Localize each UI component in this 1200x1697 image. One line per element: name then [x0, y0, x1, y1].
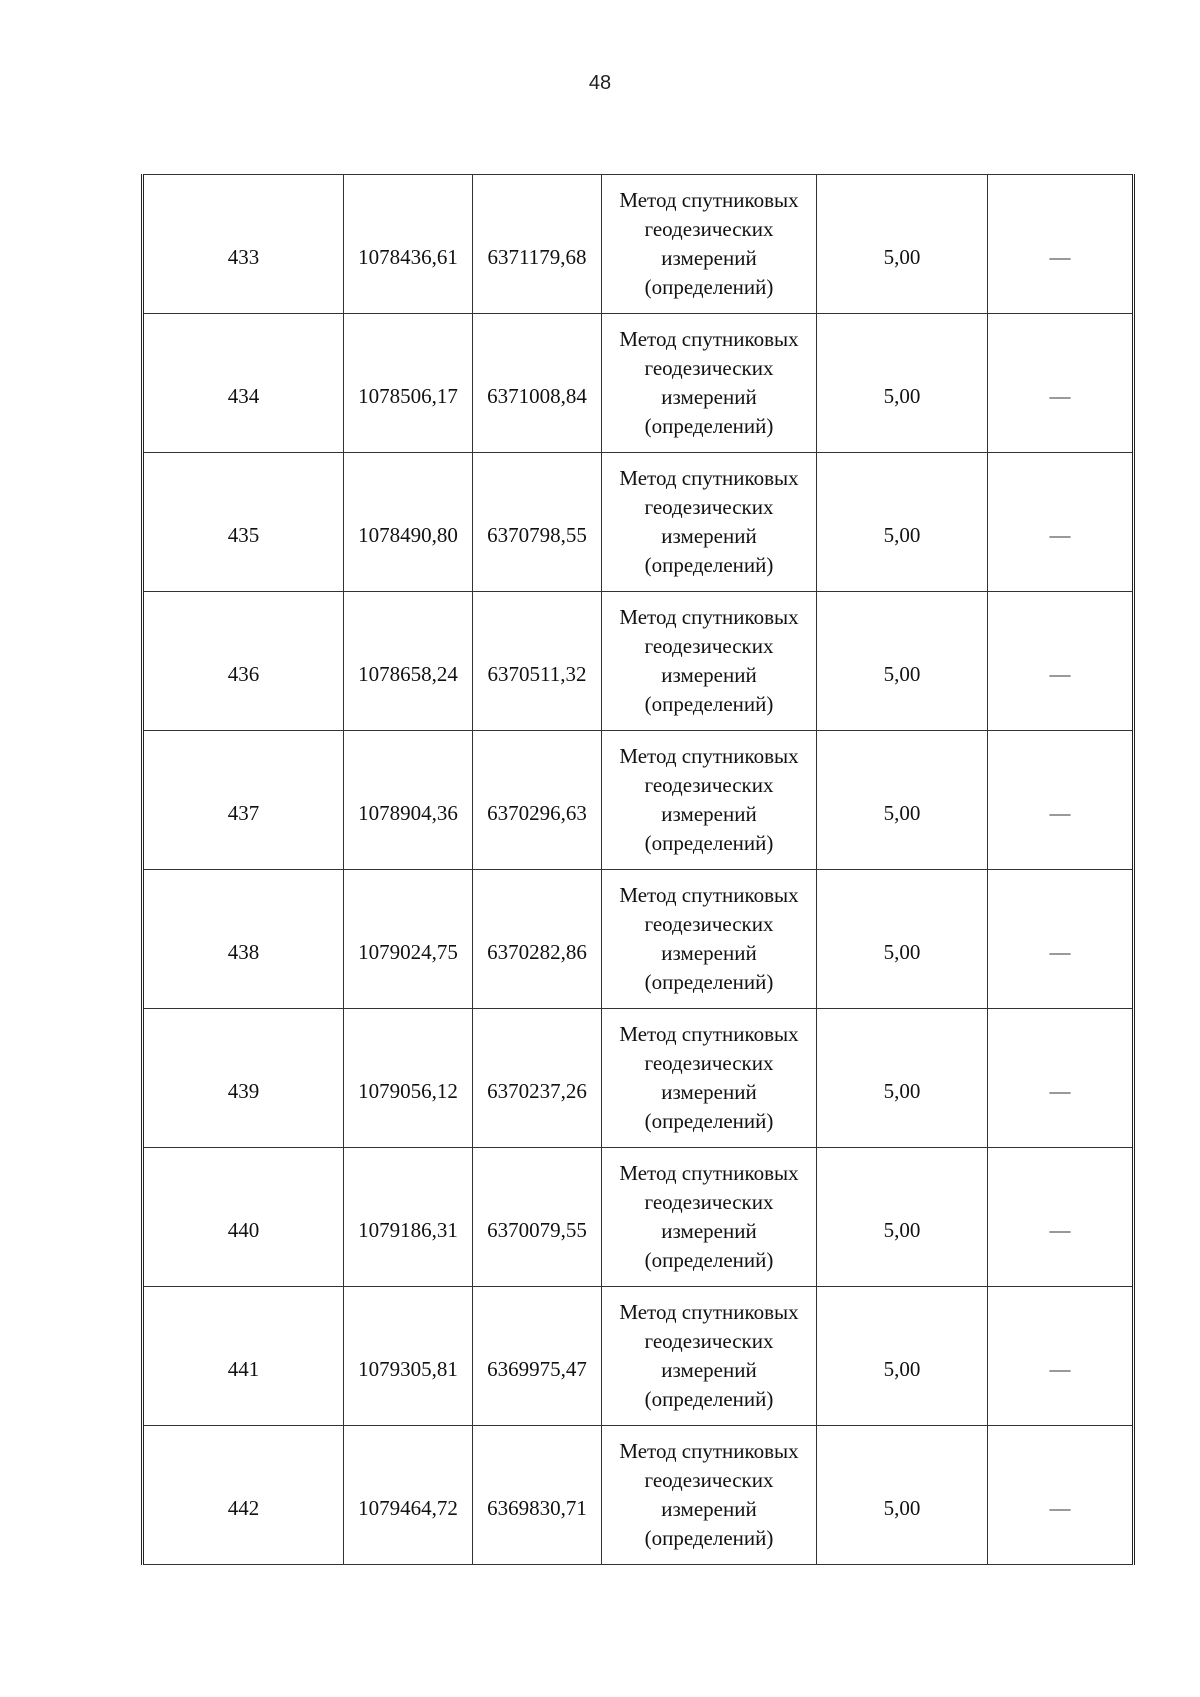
method-text: Метод спутниковых геодезических измерений (определений): [619, 327, 799, 438]
point-number-cell: [143, 453, 344, 592]
y-coordinate: 6370511,32: [487, 661, 587, 686]
table-row: [143, 1426, 1134, 1565]
y-coordinate: 6371008,84: [487, 383, 587, 408]
x-coordinate: 1079305,81: [358, 1356, 458, 1381]
table-row: [143, 314, 1134, 453]
accuracy-value: 5,00: [883, 244, 921, 269]
point-number: 436: [227, 661, 260, 686]
y-coordinate-cell: [473, 314, 602, 453]
point-number-cell: [143, 1426, 344, 1565]
note-cell: [988, 731, 1134, 870]
x-coordinate: 1079024,75: [358, 939, 458, 964]
point-number-cell: [143, 175, 344, 314]
accuracy-cell: [817, 1287, 988, 1426]
note-cell: [988, 1287, 1134, 1426]
accuracy-cell: [817, 175, 988, 314]
point-number: 434: [227, 383, 260, 408]
method-text: Метод спутниковых геодезических измерений (определений): [619, 188, 799, 299]
method-cell: [602, 314, 817, 453]
point-number: 442: [227, 1495, 260, 1520]
accuracy-cell: [817, 592, 988, 731]
note-value: —: [1049, 1078, 1071, 1103]
y-coordinate-cell: [473, 175, 602, 314]
method-text: Метод спутниковых геодезических измерений (определений): [619, 1300, 799, 1411]
x-coordinate: 1079056,12: [358, 1078, 458, 1103]
accuracy-value: 5,00: [883, 1495, 921, 1520]
table-row: [143, 731, 1134, 870]
accuracy-cell: [817, 1426, 988, 1565]
x-coordinate-cell: [344, 1287, 473, 1426]
note-value: —: [1049, 522, 1071, 547]
method-cell: [602, 1148, 817, 1287]
note-value: —: [1049, 1217, 1071, 1242]
accuracy-value: 5,00: [883, 1078, 921, 1103]
accuracy-value: 5,00: [883, 800, 921, 825]
accuracy-cell: [817, 870, 988, 1009]
y-coordinate-cell: [473, 592, 602, 731]
method-text: Метод спутниковых геодезических измерений (определений): [619, 883, 799, 994]
y-coordinate: 6369830,71: [487, 1495, 587, 1520]
table-row: [143, 592, 1134, 731]
accuracy-value: 5,00: [883, 383, 921, 408]
y-coordinate: 6370798,55: [487, 522, 587, 547]
page-number: 48: [588, 72, 612, 94]
table-row: [143, 1009, 1134, 1148]
accuracy-value: 5,00: [883, 522, 921, 547]
method-text: Метод спутниковых геодезических измерений (определений): [619, 1439, 799, 1550]
accuracy-value: 5,00: [883, 939, 921, 964]
method-cell: [602, 1426, 817, 1565]
y-coordinate: 6370282,86: [487, 939, 587, 964]
x-coordinate-cell: [344, 175, 473, 314]
x-coordinate: 1078436,61: [358, 244, 458, 269]
y-coordinate-cell: [473, 1426, 602, 1565]
accuracy-cell: [817, 1009, 988, 1148]
x-coordinate-cell: [344, 870, 473, 1009]
point-number: 437: [227, 800, 260, 825]
y-coordinate-cell: [473, 1287, 602, 1426]
method-cell: [602, 592, 817, 731]
x-coordinate: 1078490,80: [358, 522, 458, 547]
y-coordinate-cell: [473, 870, 602, 1009]
x-coordinate: 1078506,17: [358, 383, 458, 408]
table-row: [143, 870, 1134, 1009]
coordinates-table-container: [141, 174, 1132, 1565]
note-cell: [988, 314, 1134, 453]
note-value: —: [1049, 1356, 1071, 1381]
table-row: [143, 1148, 1134, 1287]
x-coordinate: 1078904,36: [358, 800, 458, 825]
method-cell: [602, 175, 817, 314]
method-cell: [602, 870, 817, 1009]
coordinates-table-body: [143, 175, 1134, 1565]
note-value: —: [1049, 800, 1071, 825]
accuracy-value: 5,00: [883, 1217, 921, 1242]
point-number-cell: [143, 314, 344, 453]
note-cell: [988, 175, 1134, 314]
method-text: Метод спутниковых геодезических измерений (определений): [619, 466, 799, 577]
method-cell: [602, 731, 817, 870]
y-coordinate-cell: [473, 1009, 602, 1148]
accuracy-cell: [817, 1148, 988, 1287]
point-number-cell: [143, 731, 344, 870]
accuracy-cell: [817, 731, 988, 870]
y-coordinate: 6370079,55: [487, 1217, 587, 1242]
y-coordinate: 6370296,63: [487, 800, 587, 825]
table-row: [143, 453, 1134, 592]
y-coordinate-cell: [473, 1148, 602, 1287]
note-value: —: [1049, 244, 1071, 269]
method-cell: [602, 1287, 817, 1426]
note-cell: [988, 1426, 1134, 1565]
point-number-cell: [143, 592, 344, 731]
y-coordinate-cell: [473, 731, 602, 870]
note-cell: [988, 1148, 1134, 1287]
method-text: Метод спутниковых геодезических измерений (определений): [619, 605, 799, 716]
point-number: 438: [227, 939, 260, 964]
note-cell: [988, 453, 1134, 592]
method-text: Метод спутниковых геодезических измерений (определений): [619, 1022, 799, 1133]
x-coordinate-cell: [344, 453, 473, 592]
note-value: —: [1049, 661, 1071, 686]
note-value: —: [1049, 939, 1071, 964]
note-cell: [988, 870, 1134, 1009]
x-coordinate-cell: [344, 1426, 473, 1565]
point-number: 433: [227, 244, 260, 269]
point-number: 440: [227, 1217, 260, 1242]
method-cell: [602, 453, 817, 592]
y-coordinate: 6371179,68: [487, 244, 587, 269]
x-coordinate-cell: [344, 1148, 473, 1287]
coordinates-table: [141, 174, 1135, 1565]
accuracy-cell: [817, 453, 988, 592]
table-row: [143, 175, 1134, 314]
point-number: 441: [227, 1356, 260, 1381]
point-number-cell: [143, 1287, 344, 1426]
note-cell: [988, 592, 1134, 731]
point-number-cell: [143, 1148, 344, 1287]
note-cell: [988, 1009, 1134, 1148]
x-coordinate: 1079186,31: [358, 1217, 458, 1242]
note-value: —: [1049, 383, 1071, 408]
point-number: 439: [227, 1078, 260, 1103]
accuracy-value: 5,00: [883, 1356, 921, 1381]
method-cell: [602, 1009, 817, 1148]
x-coordinate-cell: [344, 592, 473, 731]
x-coordinate-cell: [344, 1009, 473, 1148]
point-number-cell: [143, 1009, 344, 1148]
x-coordinate-cell: [344, 731, 473, 870]
x-coordinate: 1078658,24: [358, 661, 458, 686]
y-coordinate-cell: [473, 453, 602, 592]
accuracy-value: 5,00: [883, 661, 921, 686]
x-coordinate-cell: [344, 314, 473, 453]
point-number-cell: [143, 870, 344, 1009]
point-number: 435: [227, 522, 260, 547]
table-row: [143, 1287, 1134, 1426]
y-coordinate: 6370237,26: [487, 1078, 587, 1103]
x-coordinate: 1079464,72: [358, 1495, 458, 1520]
accuracy-cell: [817, 314, 988, 453]
method-text: Метод спутниковых геодезических измерений (определений): [619, 744, 799, 855]
note-value: —: [1049, 1495, 1071, 1520]
y-coordinate: 6369975,47: [487, 1356, 587, 1381]
method-text: Метод спутниковых геодезических измерений (определений): [619, 1161, 799, 1272]
